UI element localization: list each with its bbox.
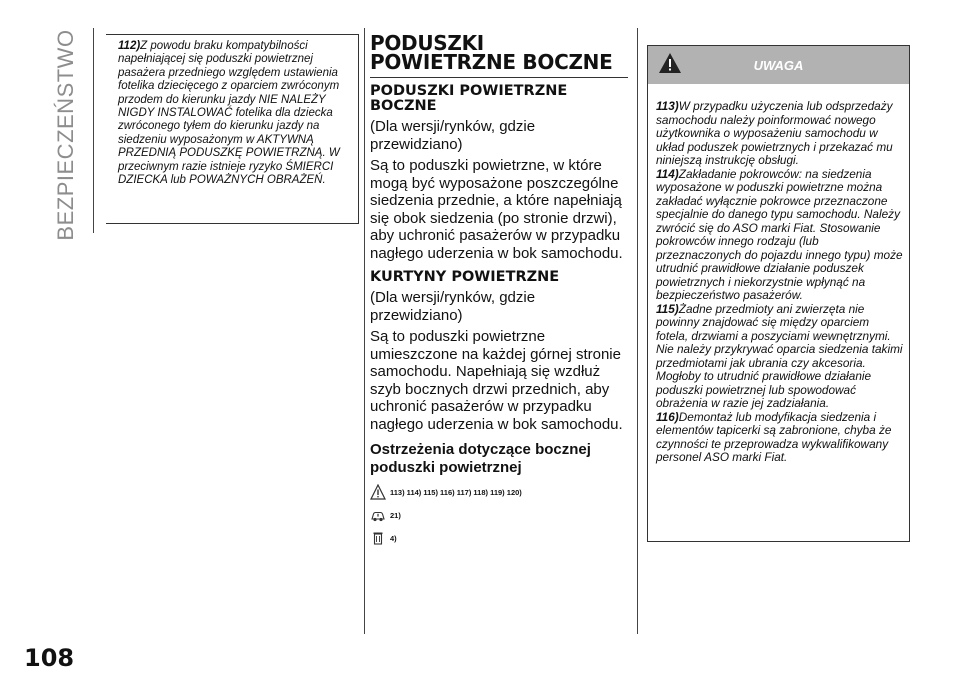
item-number: 114): [656, 166, 679, 181]
side-divider: [93, 28, 94, 233]
uwaga-header: [648, 46, 909, 84]
side-title-text: BEZPIECZEŃSTWO: [53, 29, 78, 241]
section-body-curtains: Są to poduszki powietrzne umieszczone na każdej górnej stronie samochodu. Napełniają się wzdłuż szyb bocznych drzwi przednich, aby uchronić pasażerów w przypadku nagłego uderzenia w bok samochodu.: [370, 328, 623, 433]
section-body-side-airbags: Są to poduszki powietrzne, w które mogą być wyposażone poszczególne siedzenia przednie, a które napełniają się obok siedzenia (po stronie drzwi), aby uchronić pasażerów w przypadku nagłego uderzenia w bok samochodu.: [370, 157, 623, 262]
warning-triangle-icon: [370, 484, 386, 500]
section-side-title: [46, 30, 86, 240]
uwaga-body: [648, 84, 909, 465]
warning-note: [106, 35, 358, 187]
reference-numbers: 21): [390, 510, 401, 520]
title-rule: [370, 77, 628, 78]
section-heading-side-airbags: PODUSZKI POWIETRZNE BOCZNE: [370, 83, 568, 114]
note-number: 112): [118, 40, 141, 52]
warning-note-box: [106, 34, 359, 224]
recycle-bin-icon: [370, 530, 386, 546]
uwaga-item: [656, 303, 903, 411]
section-availability-note: (Dla wersji/rynków, gdzie przewidziano): [370, 289, 536, 324]
section-availability-note: (Dla wersji/rynków, gdzie przewidziano): [370, 118, 536, 153]
page-title: PODUSZKI POWIETRZNE BOCZNE: [370, 31, 613, 74]
item-text: Zakładanie pokrowców: na siedzenia wyposażone w poduszki powietrzne można zakładać wyłącznie pokrowce przeznaczone specjalnie do danego typu samochodu. Należy zwrócić się do ASO marki Fiat. Stosowanie pokrowców innego rodzaju (lub przeznaczonych do pojazdu innego typu) może utrudnić prawidłowe działanie poduszek powietrznych i niekorzystnie wpłynąć na bezpieczeństwo pasażerów.: [656, 166, 903, 302]
reference-numbers: 113) 114) 115) 116) 117) 118) 119) 120): [390, 487, 522, 497]
reference-row-warnings[interactable]: [370, 482, 628, 502]
main-column: [370, 28, 628, 551]
uwaga-title: UWAGA: [753, 58, 804, 73]
item-text: Żadne przedmioty ani zwierzęta nie powinny znajdować się między oparciem fotela, drzwiami a poszyciami wewnętrznymi. Nie należy przykrywać oparcia siedzenia takimi przedmiotami jak ubrania czy akcesoria. Mogłoby to utrudnić prawidłowe działanie poduszki powietrznej lub spowodować obrażenia w razie jej zadziałania.: [656, 301, 903, 410]
item-number: 116): [656, 409, 679, 424]
note-text: Z powodu braku kompatybilności napełniającej się poduszki powietrznej pasażera przedniego względem ustawienia fotelika dziecięcego z oparciem zwróconym przodem do kierunku jazdy NIE NALEŻY NIGDY INSTALOWAĆ fotelika dla dziecka zwróconego tyłem do kierunku jazdy na siedzeniu wyposażonym w AKTYWNĄ PRZEDNIĄ PODUSZKĘ POWIETRZNĄ. W przeciwnym razie istnieje ryzyko ŚMIERCI DZIECKA lub POWAŻNYCH OBRAŻEŃ.: [118, 40, 340, 187]
uwaga-box: [647, 45, 910, 542]
item-text: W przypadku użyczenia lub odsprzedaży samochodu należy poinformować nowego użytkownika o wyposażeniu samochodu w układ poduszek powietrznych i przekazać mu niniejszą instrukcję obsługi.: [656, 99, 893, 167]
uwaga-item: [656, 411, 903, 465]
item-number: 113): [656, 99, 679, 113]
uwaga-item: [656, 168, 903, 303]
car-caution-icon: [370, 507, 386, 523]
item-text: Demontaż lub modyfikacja siedzenia i elementów tapicerki są zabronione, chyba że czynności te przeprowadza wykwalifikowany personel ASO marki Fiat.: [656, 409, 892, 464]
section-heading-curtains: KURTYNY POWIETRZNE: [370, 269, 560, 285]
uwaga-item: [656, 100, 903, 168]
reference-numbers: 4): [390, 533, 397, 543]
item-number: 115): [656, 301, 679, 316]
column-divider-1: [364, 28, 365, 634]
column-divider-2: [637, 28, 638, 634]
reference-row-environment[interactable]: [370, 528, 628, 548]
warnings-heading: Ostrzeżenia dotyczące bocznej poduszki powietrznej: [370, 441, 591, 476]
page-number: 108: [24, 644, 75, 672]
reference-row-caution[interactable]: [370, 505, 628, 525]
